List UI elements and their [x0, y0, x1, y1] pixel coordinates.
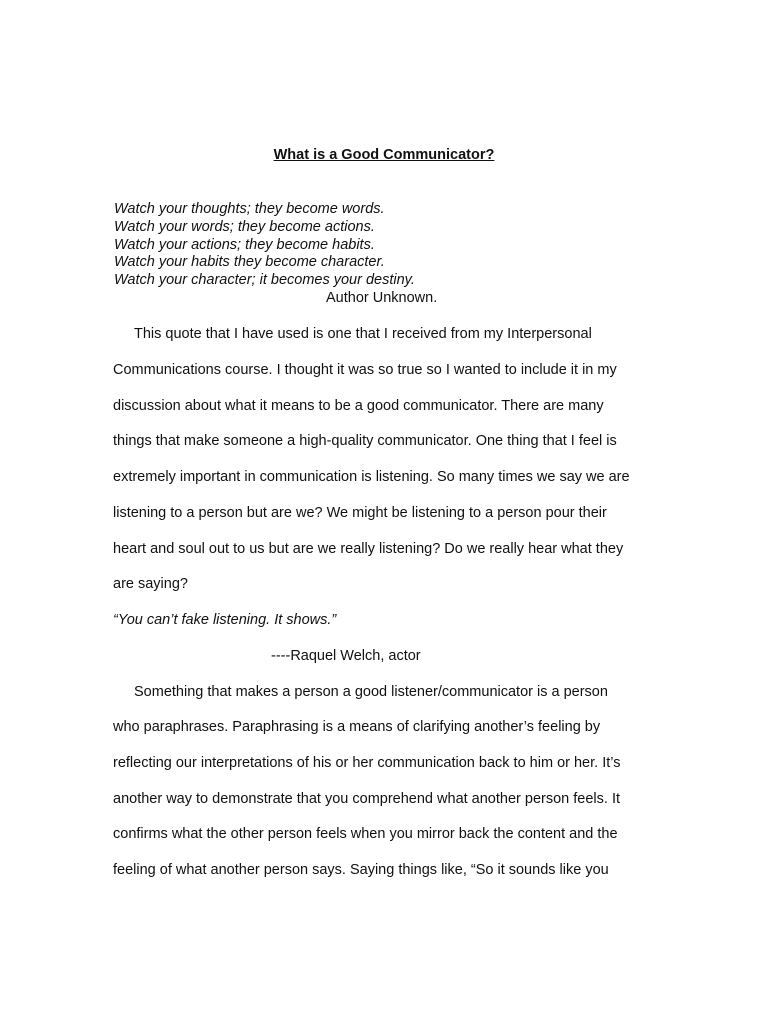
paragraph-line: Communications course. I thought it was so true so I wanted to include it in my [113, 362, 617, 378]
paragraph-line: extremely important in communication is listening. So many times we say we are [113, 469, 630, 485]
paragraph-line: confirms what the other person feels when you mirror back the content and the [113, 826, 618, 842]
inline-quote-author: ----Raquel Welch, actor [271, 648, 421, 664]
paragraph-line: Something that makes a person a good listener/communicator is a person [134, 684, 608, 700]
paragraph-line: discussion about what it means to be a good communicator. There are many [113, 398, 604, 414]
paragraph-line: another way to demonstrate that you comprehend what another person feels. It [113, 791, 620, 807]
epigraph [114, 201, 674, 290]
paragraph-line: reflecting our interpretations of his or her communication back to him or her. It’s [113, 755, 621, 771]
document-title: What is a Good Communicator? [273, 147, 495, 163]
paragraph-line: are saying? [113, 576, 188, 592]
epigraph-line: Watch your character; it becomes your destiny. [114, 272, 415, 289]
epigraph-attribution: Author Unknown. [326, 290, 438, 306]
paragraph-line: listening to a person but are we? We might be listening to a person pour their [113, 505, 607, 521]
paragraph-line: feeling of what another person says. Saying things like, “So it sounds like you [113, 862, 609, 878]
paragraph-line: This quote that I have used is one that I received from my Interpersonal [134, 326, 592, 342]
paragraph-line: who paraphrases. Paraphrasing is a means of clarifying another’s feeling by [113, 719, 601, 735]
epigraph-line: Watch your words; they become actions. [114, 218, 375, 235]
epigraph-line: Watch your thoughts; they become words. [114, 201, 385, 217]
epigraph-line: Watch your actions; they become habits. [114, 236, 375, 253]
epigraph-line: Watch your habits they become character. [114, 254, 385, 271]
inline-quote: “You can’t fake listening. It shows.” [113, 612, 337, 628]
paragraph-line: things that make someone a high-quality communicator. One thing that I feel is [113, 433, 617, 449]
paragraph-line: heart and soul out to us but are we really listening? Do we really hear what they [113, 541, 624, 557]
